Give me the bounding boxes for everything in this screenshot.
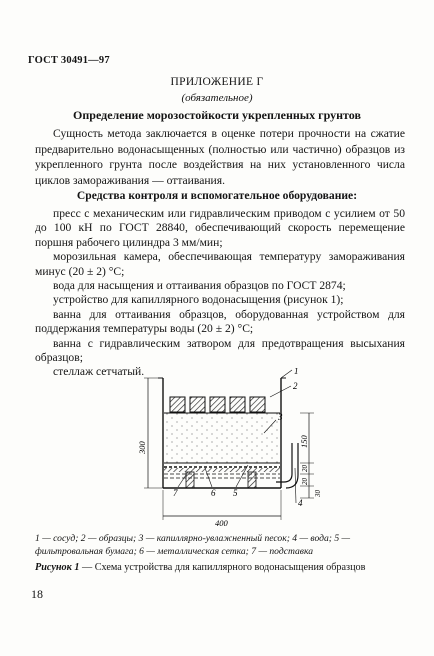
figure-legend: 1 — сосуд; 2 — образцы; 3 — капиллярно-увлажненный песок; 4 — вода; 5 — фильтровальная бумага; 6 — металлическая сетка; 7 — подставка: [35, 533, 351, 557]
equipment-item-device: устройство для капиллярного водонасыщения (рисунок 1);: [53, 293, 344, 307]
equipment-list: [35, 207, 405, 380]
label-5: 5: [233, 488, 238, 498]
appendix-status: (обязательное): [181, 92, 253, 104]
support-left: [186, 472, 194, 488]
dim-bottom: 30: [314, 490, 322, 497]
method-paragraph: [35, 126, 405, 188]
label-1: 1: [294, 368, 299, 376]
dim-upper: 150: [299, 435, 309, 448]
figure-caption-text: — Схема устройства для капиллярного водонасыщения образцов: [79, 562, 366, 573]
equipment-item-freezer: морозильная камера, обеспечивающая температуру замораживания минус (20 ± 2) °С;: [35, 250, 405, 278]
equipment-item-water: вода для насыщения и оттаивания образцов по ГОСТ 2874;: [53, 279, 346, 293]
label-7: 7: [173, 488, 178, 498]
figure-caption-label: Рисунок 1: [35, 562, 80, 573]
equipment-item-thaw-bath: ванна для оттаивания образцов, оборудованная устройством для поддержания температуры воды (20 ± 2) °С;: [35, 307, 405, 336]
samples: [170, 397, 265, 412]
document-code: ГОСТ 30491—97: [28, 55, 110, 66]
equipment-item-rack: стеллаж сетчатый.: [53, 365, 145, 379]
capillary-device-schematic: [130, 368, 330, 528]
dim-d2: 20: [301, 478, 309, 485]
appendix-title: ПРИЛОЖЕНИЕ Г: [170, 76, 264, 88]
section-title: Определение морозостойкости укрепленных грунтов: [73, 108, 361, 122]
label-3: 3: [278, 412, 283, 422]
equipment-item-press: пресс с механическим или гидравлическим приводом с усилием от 50 до 100 кН по ГОСТ 28840, обеспечивающий скорость перемещение поршня рабочего цилиндра 3 мм/мин;: [35, 207, 405, 249]
label-4: 4: [298, 498, 303, 508]
capillary-sand: [164, 413, 280, 463]
dim-height: 300: [137, 441, 147, 454]
label-6: 6: [211, 488, 216, 498]
dim-d1: 20: [301, 465, 309, 472]
support-right: [248, 472, 256, 488]
equipment-item-seal-bath: ванна с гидравлическим затвором для предотвращения высыхания образцов;: [35, 336, 405, 365]
dim-width: 400: [215, 518, 228, 528]
equipment-title: Средства контроля и вспомогательное оборудование:: [76, 189, 358, 202]
label-2: 2: [293, 381, 298, 391]
figure-caption: [35, 562, 415, 573]
page-number: 18: [31, 587, 43, 601]
mesh-hatch: [164, 468, 280, 472]
method-paragraph-text: Сущность метода заключается в оценке потери прочности на сжатие предварительно водонасыщенных (полностью или частично) образцов из укрепленного грунта после воздействия на них установленного числа циклов замораживания — оттаивания.: [35, 127, 405, 187]
figure-1-diagram: [130, 368, 330, 533]
